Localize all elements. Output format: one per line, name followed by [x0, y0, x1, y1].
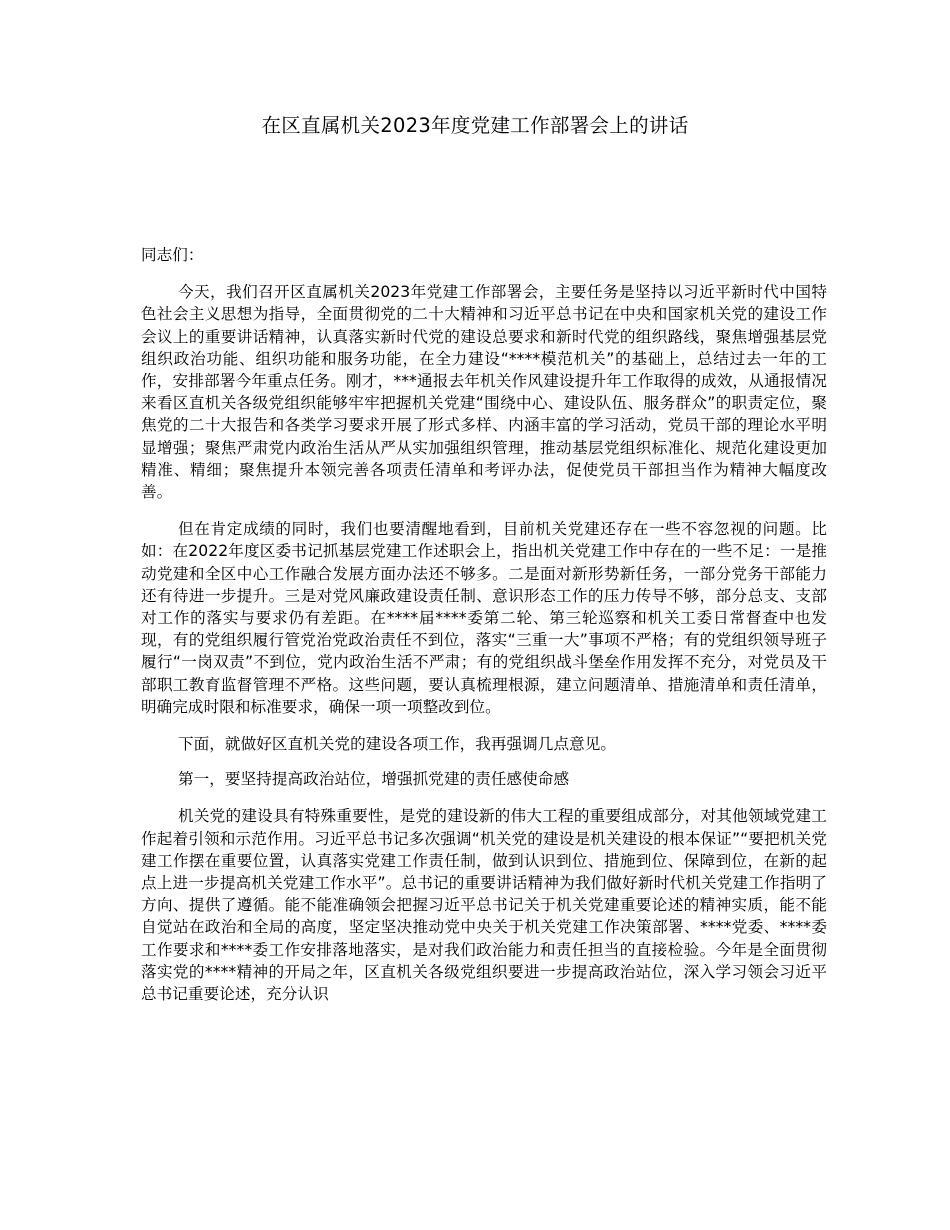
section-heading-first: 第一，要坚持提高政治站位，增强抓党建的责任感使命感: [178, 770, 570, 789]
paragraph-transition: 下面，就做好区直机关党的建设各项工作，我再强调几点意见。: [178, 735, 617, 754]
document-body: [141, 244, 827, 1020]
paragraph-problems: 但在肯定成绩的同时，我们也要清醒地看到，目前机关党建还存在一些不容忽视的问题。比如：在2022年度区委书记抓基层党建工作述职会上，指出机关党建工作中存在的一些不足：一是推动党建和全区中心工作融合发展方面办法还不够多。二是面对新形势新任务，一部分党务干部能力还有待进一步提升。三是对党风廉政建设责任制、意识形态工作的压力传导不够，部分总支、支部对工作的落实与要求仍有差距。在****届****委第二轮、第三轮巡察和机关工委日常督查中也发现，有的党组织履行管党治党政治责任不到位，落实“三重一大”事项不严格；有的党组织领导班子履行“一岗双责”不到位，党内政治生活不严肃；有的党组织战斗堡垒作用发挥不充分，对党员及干部职工教育监督管理不严格。这些问题，要认真梳理根源，建立问题清单、措施清单和责任清单，明确完成时限和标准要求，确保一项一项整改到位。: [141, 520, 827, 716]
salutation: 同志们：: [141, 246, 204, 264]
document-title: 在区直属机关2023年度党建工作部署会上的讲话: [261, 114, 689, 137]
paragraph-opening: 今天，我们召开区直属机关2023年党建工作部署会，主要任务是坚持以习近平新时代中国特色社会主义思想为指导，全面贯彻党的二十大精神和习近平总书记在中央和国家机关党的建设工作会议上的重要讲话精神，认真落实新时代党的建设总要求和新时代党的组织路线，聚焦增强基层党组织政治功能、组织功能和服务功能，在全力建设“****模范机关”的基础上，总结过去一年的工作，安排部署今年重点任务。刚才，***通报去年机关作风建设提升年工作取得的成效，从通报情况来看区直机关各级党组织能够牢牢把握机关党建“围绕中心、建设队伍、服务群众”的职责定位，聚焦党的二十大报告和各类学习要求开展了形式多样、内涵丰富的学习活动，党员干部的理论水平明显增强；聚焦严肃党内政治生活从严从实加强组织管理，推动基层党组织标准化、规范化建设更加精准、精细；聚焦提升本领完善各项责任清单和考评办法，促使党员干部担当作为精神大幅度改善。: [141, 283, 827, 502]
paragraph-political-stance: 机关党的建设具有特殊重要性，是党的建设新的伟大工程的重要组成部分，对其他领域党建工作起着引领和示范作用。习近平总书记多次强调“机关党的建设是机关建设的根本保证”“要把机关党建工作摆在重要位置，认真落实党建工作责任制，做到认识到位、措施到位、保障到位，在新的起点上进一步提高机关党建工作水平”。总书记的重要讲话精神为我们做好新时代机关党建工作指明了方向、提供了遵循。能不能准确领会把握习近平总书记关于机关党建重要论述的精神实质，能不能自觉站在政治和全局的高度，坚定坚决推动党中央关于机关党建工作决策部署、****党委、****委工作要求和****委工作安排落地落实，是对我们政治能力和责任担当的直接检验。今年是全面贯彻落实党的****精神的开局之年，区直机关各级党组织要进一步提高政治站位，深入学习领会习近平总书记重要论述，充分认识: [141, 807, 827, 1004]
